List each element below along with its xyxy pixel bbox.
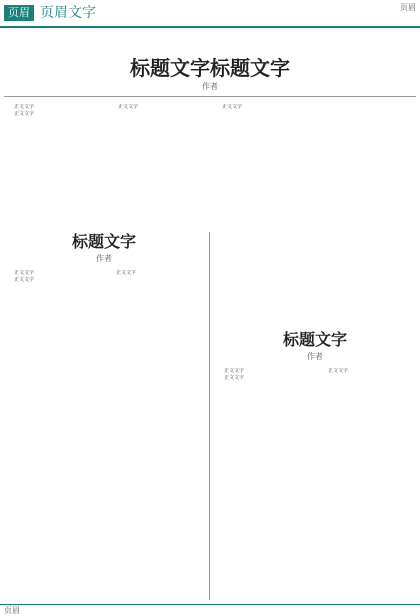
footer-text: 页眉: [4, 606, 20, 615]
column-divider: [209, 232, 210, 600]
main-paragraph: 正文文字: [222, 104, 243, 110]
main-column-3: [212, 104, 312, 224]
right-article-column-1: [214, 368, 312, 600]
right-paragraph: 正文文字: [224, 375, 245, 381]
right-paragraph: 正文文字: [328, 368, 349, 374]
section-title: 页眉文字: [40, 5, 96, 21]
right-article-column-2: [318, 368, 416, 600]
left-article-byline: 作者: [96, 254, 112, 263]
main-byline: 作者: [202, 82, 218, 91]
footer-strip: [0, 604, 420, 615]
issue-info: 页眉: [400, 3, 416, 12]
main-paragraph: 正文文字: [14, 111, 35, 117]
main-column-2: [108, 104, 208, 224]
left-paragraph: 正文文字: [116, 270, 137, 276]
right-article-headline: 标题文字: [282, 330, 347, 349]
main-paragraph: 正文文字: [118, 104, 139, 110]
left-article-column-1: [4, 270, 102, 600]
main-headline: 标题文字标题文字: [130, 56, 290, 80]
left-paragraph: 正文文字: [14, 270, 35, 276]
left-paragraph: 正文文字: [14, 277, 35, 283]
main-paragraph: 正文文字: [14, 104, 35, 110]
right-article-byline: 作者: [307, 352, 323, 361]
left-article-headline: 标题文字: [71, 232, 136, 251]
left-article-column-2: [106, 270, 204, 600]
main-column-1: [4, 104, 104, 224]
headline-rule: [4, 96, 416, 97]
right-paragraph: 正文文字: [224, 368, 245, 374]
masthead: [0, 0, 420, 28]
page-number-tag: 页眉: [4, 5, 34, 21]
